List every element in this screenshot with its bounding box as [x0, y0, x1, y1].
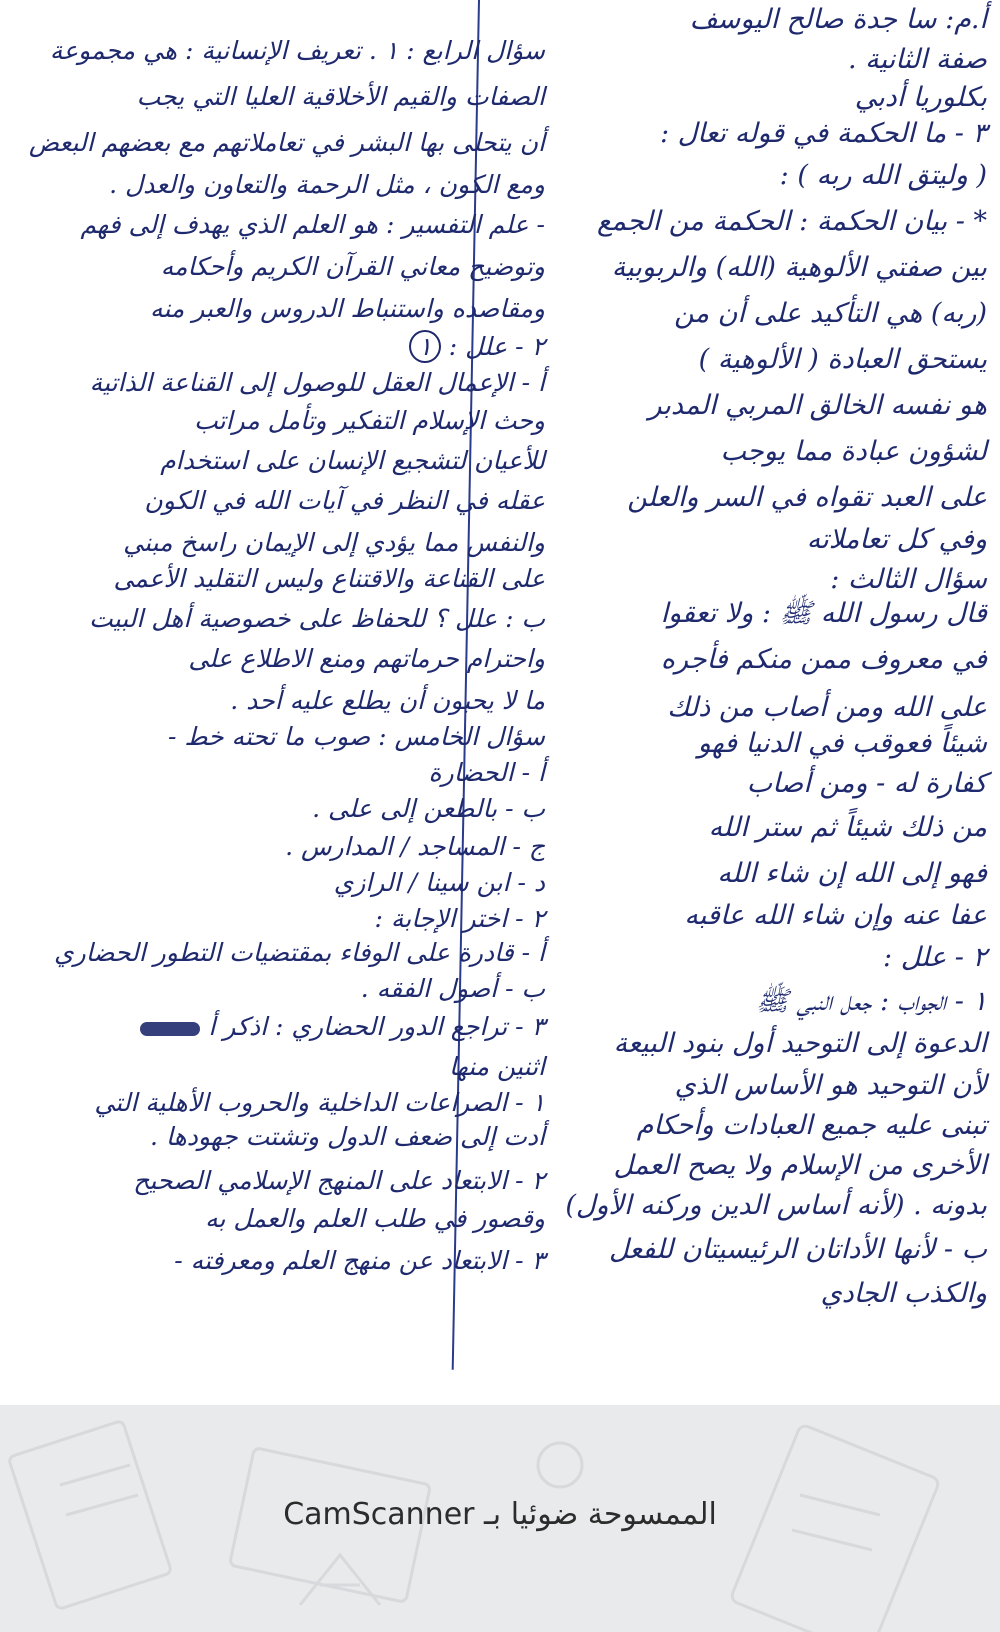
left-line: أن يتحلى بها البشر في تعاملاتهم مع بعضهم البعض: [28, 128, 545, 157]
left-line: الصفات والقيم الأخلاقية العليا التي يجب: [136, 82, 545, 111]
right-line: فهو إلى الله إن شاء الله: [717, 858, 987, 889]
left-line: وحث الإسلام التفكير وتأمل مراتب: [194, 406, 545, 435]
left-line: والنفس مما يؤدي إلى الإيمان راسخ مبني: [123, 528, 545, 557]
left-line: واحترام حرماتهم ومنع الاطلاع على: [188, 644, 545, 673]
right-line: قال رسول الله ﷺ : ولا تعقوا: [660, 598, 987, 629]
right-line: الأخرى من الإسلام ولا يصح العمل: [613, 1150, 987, 1181]
left-line: عقله في النظر في آيات الله في الكون: [144, 486, 545, 515]
right-line: لشؤون عبادة مما يوجب: [720, 436, 987, 467]
left-line: ب : علل ؟ للحفاظ على خصوصية أهل البيت: [89, 604, 545, 633]
header-class: صفة الثانية .: [847, 44, 987, 75]
left-line: وتوضيح معاني القرآن الكريم وأحكامه: [160, 252, 545, 281]
column-divider: [452, 0, 480, 1370]
right-line: كفارة له - ومن أصاب: [746, 768, 987, 799]
left-line: - علم التفسير : هو العلم الذي يهدف إلى فهم: [80, 210, 545, 239]
ink-scribble: [140, 1022, 200, 1036]
left-line: ٣ - الابتعاد عن منهج العلم ومعرفته -: [174, 1246, 545, 1275]
left-line: اثنين منها: [448, 1052, 545, 1081]
right-line: ١ - الجواب : جعل النبي ﷺ: [755, 986, 987, 1017]
left-line-text: ٢ - علل :: [448, 332, 545, 361]
left-line: أ - الحضارة: [428, 758, 545, 787]
left-line: أدت إلى ضعف الدول وتشتت جهودها .: [150, 1122, 545, 1151]
right-line: والكذب الجادي: [820, 1278, 987, 1309]
header-track: بكلوريا أدبي: [854, 82, 987, 113]
right-line: ٢ - علل :: [883, 942, 987, 973]
circled-number: ١: [409, 330, 440, 363]
right-line: بدونه . (لأنه أساس الدين وركنه الأول): [565, 1190, 987, 1221]
right-line: بين صفتي الألوهية (الله) والربوبية: [611, 252, 987, 283]
left-line: سؤال الخامس : صوب ما تحته خط -: [168, 722, 545, 751]
right-line: وفي كل تعاملاته: [806, 524, 987, 555]
left-line: [140, 1014, 545, 1039]
right-line: يستحق العبادة ( الألوهية ): [698, 344, 987, 375]
right-line: ( وليتق الله ربه ) :: [779, 160, 987, 191]
left-line: ب - أصول الفقه .: [360, 974, 545, 1003]
right-line: لأن التوحيد هو الأساس الذي: [674, 1070, 987, 1101]
right-line: تبنى عليه جميع العبادات وأحكام: [636, 1110, 987, 1141]
right-line: عفا عنه وإن شاء الله عاقبه: [684, 900, 987, 931]
left-line: أ - الإعمال العقل للوصول إلى القناعة الذاتية: [89, 368, 545, 397]
left-line: د - ابن سينا / الرازي: [333, 868, 545, 897]
right-line: (ربه) هي التأكيد على أن من: [674, 298, 987, 329]
right-line: على الله ومن أصاب من ذلك: [667, 692, 987, 723]
left-line: سؤال الرابع : ١ . تعريف الإنسانية : هي مجموعة: [49, 36, 545, 65]
right-line: * - بيان الحكمة : الحكمة من الجمع: [597, 206, 987, 237]
left-line: وقصور في طلب العلم والعمل به: [205, 1204, 545, 1233]
left-line: [409, 334, 545, 359]
right-line: ب - لأنها الأداتان الرئيسيتان للفعل: [608, 1234, 987, 1265]
left-line: ٢ - اختر الإجابة :: [374, 904, 545, 933]
left-line: ١ - الصراعات الداخلية والحروب الأهلية التي: [94, 1088, 545, 1117]
right-line: شيئاً فعوقب في الدنيا فهو: [697, 728, 987, 759]
right-line: على العبد تقواه في السر والعلن: [627, 482, 987, 513]
left-line: أ - قادرة على الوفاء بمقتضيات التطور الحضاري: [54, 938, 545, 967]
footer-caption: الممسوحة ضوئيا بـ CamScanner: [283, 1497, 717, 1532]
right-line: ٣ - ما الحكمة في قوله تعال :: [659, 118, 987, 149]
left-line: ب - بالطعن إلى على .: [312, 794, 545, 823]
left-line: على القناعة والاقتناع وليس التقليد الأعمى: [113, 564, 545, 593]
right-line: الدعوة إلى التوحيد أول بنود البيعة: [613, 1028, 987, 1059]
left-line-text: ٣ - تراجع الدور الحضاري : اذكر أ: [208, 1012, 545, 1041]
left-line: ومقاصده واستنباط الدروس والعبر منه: [149, 294, 545, 323]
right-line: سؤال الثالث :: [830, 564, 987, 595]
left-line: ومع الكون ، مثل الرحمة والتعاون والعدل .: [109, 170, 545, 199]
left-line: ج - المساجد / المدارس .: [285, 832, 545, 861]
right-line: في معروف ممن منكم فأجره: [660, 644, 987, 675]
header-name: أ.م: سا جدة صالح اليوسف: [689, 4, 987, 35]
right-line: من ذلك شيئاً ثم ستر الله: [708, 812, 987, 843]
left-line: للأعيان لتشجيع الإنسان على استخدام: [160, 446, 545, 475]
left-line: ٢ - الابتعاد على المنهج الإسلامي الصحيح: [133, 1166, 545, 1195]
right-line: هو نفسه الخالق المربي المدبر: [648, 390, 987, 421]
camscanner-footer: [0, 1405, 1000, 1632]
left-line: ما لا يحبون أن يطلع عليه أحد .: [230, 686, 545, 715]
